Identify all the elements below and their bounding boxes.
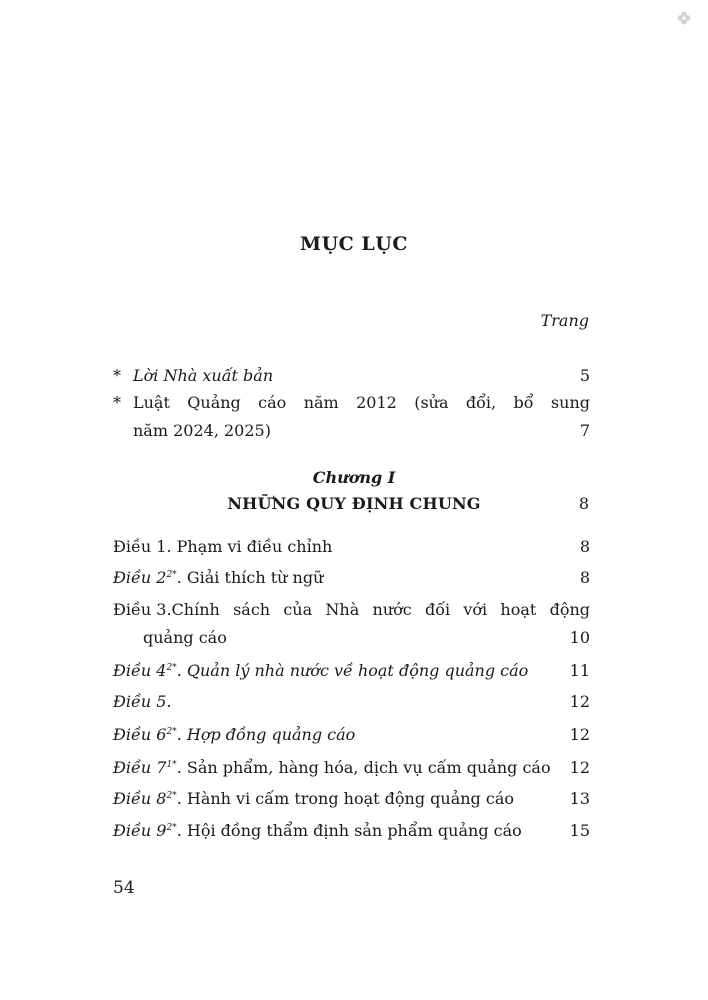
article-label: Điều 7 xyxy=(113,758,167,777)
toc-page-number: 12 xyxy=(569,692,590,711)
article-label: Điều 9 xyxy=(113,821,167,840)
article-title: Phạm vi điều chỉnh xyxy=(171,537,333,556)
toc-article-6[interactable]: Điều 6$^{2*}$. Hợp đồng quảng cáo 12 xyxy=(113,725,590,744)
toc-page-number: 13 xyxy=(569,789,590,808)
chapter-label: Chương I xyxy=(312,468,396,487)
article-label: Điều 5 xyxy=(113,692,167,711)
chapter-title[interactable]: NHỮNG QUY ĐỊNH CHUNG xyxy=(227,494,481,513)
page-number: 54 xyxy=(113,878,135,898)
toc-article-1[interactable]: Điều 1. Phạm vi điều chỉnh 8 xyxy=(113,537,590,556)
article-title: Hành vi cấm trong hoạt động quảng cáo xyxy=(181,789,515,808)
article-title: Giải thích từ ngữ xyxy=(181,568,324,587)
bullet: * xyxy=(113,366,121,385)
toc-page-number: 7 xyxy=(579,421,590,440)
toc-page-number: 10 xyxy=(569,628,590,647)
article-label: Điều 8 xyxy=(113,789,167,808)
toc-page-number: 15 xyxy=(569,821,590,840)
amendment-note: 2* xyxy=(166,570,177,580)
page-title: MỤC LỤC xyxy=(300,233,408,255)
flower-icon xyxy=(676,10,692,26)
amendment-note: 2* xyxy=(166,663,177,673)
toc-entry-law-continued[interactable] xyxy=(113,421,590,441)
toc-article-8[interactable]: Điều 8$^{2*}$. Hành vi cấm trong hoạt động quảng cáo 13 xyxy=(113,789,590,808)
article-title: Hội đồng thẩm định sản phẩm quảng cáo xyxy=(181,821,522,840)
article-label: Điều 1 xyxy=(113,537,167,556)
toc-page-number: 12 xyxy=(569,758,590,777)
article-title-continued: quảng cáo xyxy=(143,628,227,647)
toc-page-number: 5 xyxy=(579,366,590,385)
toc-entry-text: Luật Quảng cáo năm 2012 (sửa đổi, bổ sung xyxy=(133,393,590,412)
article-label: Điều 3 xyxy=(113,600,167,619)
article-label: Điều 2 xyxy=(113,568,167,587)
toc-article-3-continued[interactable] xyxy=(113,628,590,648)
toc-page-number: 12 xyxy=(569,725,590,744)
toc-article-9[interactable]: Điều 9$^{2*}$. Hội đồng thẩm định sản phẩm quảng cáo 15 xyxy=(113,821,590,840)
toc-page-number: 8 xyxy=(578,494,589,513)
article-title: Quản lý nhà nước về hoạt động quảng cáo xyxy=(181,661,529,680)
amendment-note: 2* xyxy=(166,823,177,833)
toc-article-4[interactable]: Điều 4$^{2*}$. Quản lý nhà nước về hoạt động quảng cáo 11 xyxy=(113,661,590,680)
toc-entry-publisher-note[interactable] xyxy=(113,366,590,386)
toc-entry-text: Lời Nhà xuất bản xyxy=(133,366,274,385)
toc-page-number: 8 xyxy=(579,568,590,587)
toc-entry-law[interactable] xyxy=(113,393,590,413)
amendment-note: 1* xyxy=(166,760,177,770)
toc-article-3[interactable]: Điều 3 . Chính sách của Nhà nước đối với hoạt động xyxy=(113,600,590,619)
article-label: Điều 4 xyxy=(113,661,167,680)
article-label: Điều 6 xyxy=(113,725,167,744)
toc-page-number: 8 xyxy=(579,537,590,556)
page-column-label: Trang xyxy=(540,311,589,330)
toc-article-2[interactable]: Điều 2$^{2*}$. Giải thích từ ngữ 8 xyxy=(113,568,590,587)
article-title: Hợp đồng quảng cáo xyxy=(181,725,356,744)
toc-article-5[interactable]: Điều 5. 12 xyxy=(113,692,590,711)
toc-page-number: 11 xyxy=(569,661,590,680)
article-title: Sản phẩm, hàng hóa, dịch vụ cấm quảng cáo xyxy=(181,758,551,777)
article-title: Chính sách của Nhà nước đối với hoạt động xyxy=(171,600,590,619)
toc-article-7[interactable]: Điều 7$^{1*}$. Sản phẩm, hàng hóa, dịch vụ cấm quảng cáo 12 xyxy=(113,758,590,777)
toc-entry-text-continued: năm 2024, 2025) xyxy=(133,421,271,440)
amendment-note: 2* xyxy=(166,727,177,737)
bullet: * xyxy=(113,393,121,412)
amendment-note: 2* xyxy=(166,791,177,801)
